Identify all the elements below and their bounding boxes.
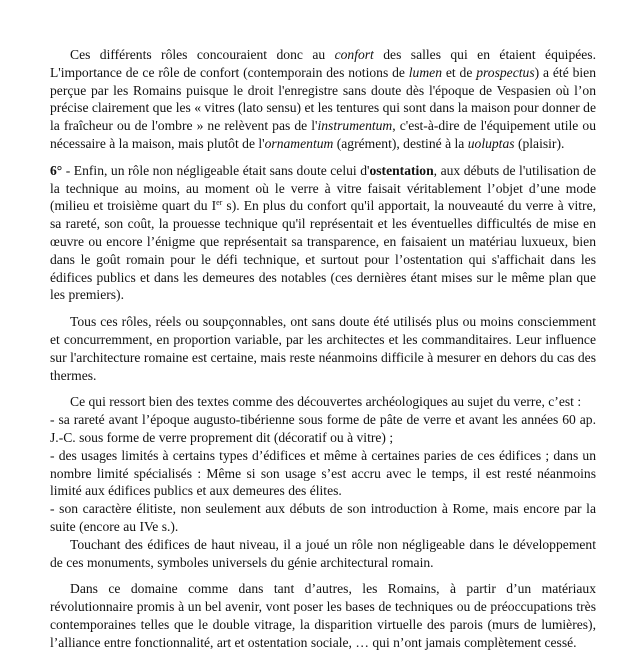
section-number: 6°: [50, 162, 63, 178]
paragraph-edifices: Touchant des édifices de haut niveau, il a joué un rôle non négligeable dans le développement de ces monuments, symboles universels du génie architectural romain.: [50, 536, 596, 570]
text-run: et de: [442, 64, 477, 80]
paragraph-ostentation: [50, 162, 596, 304]
italic-term-prospectus: prospectus: [476, 64, 535, 80]
bold-term-ostentation: ostentation: [369, 162, 434, 178]
italic-term-lumen: lumen: [408, 64, 443, 80]
italic-term-instrumentum: instrumentum: [317, 118, 393, 134]
text-run: (plaisir).: [514, 135, 565, 151]
text-run: , c'est-à-dire de l'équipement utile ou nécessaire à la maison, mais plutôt de l': [50, 118, 597, 151]
text-run: , aux débuts de l'utilisation de la technique au moins, au moment où le verre à vitre faisait véritablement l’objet d’une mode (milieu et troisième quart du I: [50, 162, 596, 214]
italic-term-uoluptas: uoluptas: [467, 135, 515, 151]
paragraph-confort: [50, 46, 596, 153]
document-page: [50, 46, 596, 661]
superscript-er: er: [216, 198, 223, 208]
list-item: - des usages limités à certains types d’édifices et même à certaines paries de ces édifices ; dans un nombre limité spécialisés : Même si son usage s’est accru avec le temps, il est resté néanmoins limité aux édifices publics et aux demeures des élites.: [50, 447, 596, 499]
italic-term-ornamentum: ornamentum: [264, 135, 334, 151]
paragraph-roles: Tous ces rôles, réels ou soupçonnables, ont sans doute été utilisés plus ou moins consciemment et concurremment, en proportion variable, par les architectes et les commanditaires. Leur influence sur l'architecture romaine est certaine, mais reste néanmoins difficile à mesurer en dehors du cas des thermes.: [50, 314, 596, 383]
text-run: - Enfin, un rôle non négligeable était sans doute celui d': [62, 162, 370, 178]
paragraph-list-intro: Ce qui ressort bien des textes comme des découvertes archéologiques au sujet du verre, c’est :: [70, 394, 582, 410]
list-item: - son caractère élitiste, non seulement aux débuts de son introduction à Rome, mais encore par la suite (encore au IVe s.).: [50, 501, 596, 534]
text-run: (agrément), destiné à la: [333, 135, 468, 151]
paragraph-conclusion: Dans ce domaine comme dans tant d’autres, les Romains, à partir d’un matériaux révolutionnaire promis à un bel avenir, vont poser les bases de techniques ou de préoccupations très contemporaines telles que le double vitrage, la disparition virtuelle des parois (murs de lumières), l’alliance entre fonctionnalité, art et ostentation sociale, … qui n’ont jamais complètement cessé.: [50, 581, 596, 650]
italic-term-confort: confort: [334, 47, 374, 62]
text-run: ) a été bien perçue par les Romains puisque le droit l'enregistre sans doute dès l'époque de Vespasien où l’on précise clairement que les « vitres (lato sensu) et les tentures qui sont dans la maison pour donner de la fraîcheur ou de l'ombre » ne relèvent pas de l': [50, 64, 596, 134]
text-run: s). En plus du confort qu'il apportait, la nouveauté du verre à vitre, sa rareté, son coût, la prouesse technique qu'il représentait et les éventuelles difficultés de mise en œuvre ou encore l’énigme que représentait sa transparence, en faisaient un matériau luxueux, bien dans le goût romain pour le défi technique, et surtout pour l’ostentation qui s'affichait dans les édifices publics et dans les demeures des notables (ces dernières étant mises sur le même plan que les premiers).: [50, 198, 597, 303]
list-item: - sa rareté avant l’époque augusto-tibérienne sous forme de pâte de verre et avant les années 60 ap. J.-C. sous forme de verre proprement dit (décoratif ou à vitre) ;: [50, 412, 596, 445]
text-run: des salles qui en étaient équipées. L'importance de ce rôle de confort (contemporain des notions de: [50, 47, 596, 80]
text-run: Ces différents rôles concouraient donc au: [70, 47, 335, 62]
